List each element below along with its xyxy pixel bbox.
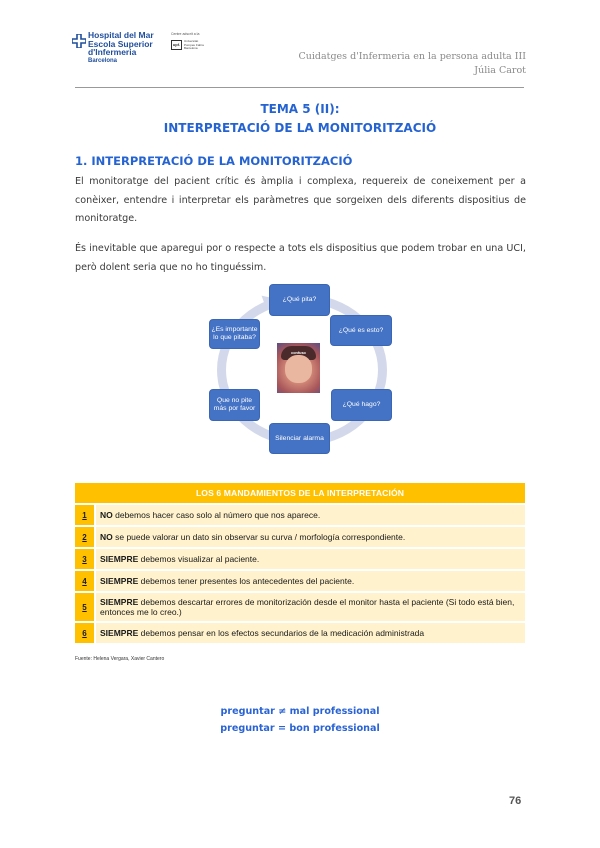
course-title: Cuidatges d'Infermeria en la persona adulta III xyxy=(298,51,526,62)
table-header: LOS 6 MANDAMIENTOS DE LA INTERPRETACIÓN xyxy=(75,483,525,503)
row-text xyxy=(96,623,525,643)
cycle-node-6: ¿Es importante lo que pitaba? xyxy=(209,319,260,349)
logo-line-3: d'Infermeria xyxy=(88,47,137,57)
cycle-node-1: ¿Qué pita? xyxy=(269,284,330,316)
row-keyword: NO xyxy=(100,510,113,520)
header-divider xyxy=(75,87,524,88)
upf-logo xyxy=(171,32,217,58)
row-text xyxy=(96,571,525,591)
row-text xyxy=(96,527,525,547)
image-caption: confuso xyxy=(291,351,306,355)
cycle-node-5: Que no pite más por favor xyxy=(209,389,260,421)
table-row xyxy=(75,571,525,591)
cycle-diagram xyxy=(195,280,410,460)
row-body: debemos visualizar al paciente. xyxy=(138,554,260,564)
row-body: debemos tener presentes los antecedentes del paciente. xyxy=(138,576,355,586)
logo-line-2: Escola Superior xyxy=(88,38,153,49)
table-row xyxy=(75,593,525,621)
logo-line-1: Hospital del Mar xyxy=(88,30,154,40)
row-text xyxy=(96,549,525,569)
row-number: 4 xyxy=(75,571,94,591)
equation-line-1: preguntar ≠ mal professional xyxy=(220,706,380,717)
row-number: 5 xyxy=(75,593,94,621)
page-title-line-2: INTERPRETACIÓ DE LA MONITORITZACIÓ xyxy=(163,121,437,135)
logo-sub: Barcelona xyxy=(88,57,118,64)
paragraph-1: El monitoratge del pacient crític és àmplia i complexa, requereix de coneixement per a conèixer, entendre i interpretar els paràmetres que sorgeixen dels diferents dispositius de monitoratge. xyxy=(75,176,526,224)
course-header xyxy=(298,50,526,78)
upf-top-text: Centre adscrit a la xyxy=(171,32,200,36)
row-keyword: NO xyxy=(100,532,113,542)
row-body: se puede valorar un dato sin observar su curva / morfología correspondiente. xyxy=(112,532,406,542)
paragraph-2: És inevitable que aparegui por o respecte a tots els dispositius que podem trobar en una UCI, però dolent seria que no ho tinguéssim. xyxy=(75,243,526,273)
commandments-table xyxy=(75,483,525,643)
upf-line-3: Barcelona xyxy=(184,46,198,50)
cycle-node-4: Silenciar alarma xyxy=(269,423,330,454)
row-keyword: SIEMPRE xyxy=(100,554,139,564)
section-heading: 1. INTERPRETACIÓ DE LA MONITORITZACIÓ xyxy=(75,154,353,168)
row-number: 6 xyxy=(75,623,94,643)
row-body: debemos pensar en los efectos secundarios de la medicación administrada xyxy=(138,628,425,638)
row-body: debemos descartar errores de monitorización desde el monitor hasta el paciente (Si todo está bien, entonces me lo creo.) xyxy=(100,597,515,617)
upf-line-1: Universitat xyxy=(184,39,199,43)
upf-line-2: Pompeu Fabra xyxy=(184,42,204,47)
table-row xyxy=(75,549,525,569)
row-number: 1 xyxy=(75,505,94,525)
table-row xyxy=(75,527,525,547)
page-number: 76 xyxy=(509,795,522,807)
cross-logo-icon xyxy=(72,34,86,48)
row-keyword: SIEMPRE xyxy=(100,597,139,607)
row-number: 2 xyxy=(75,527,94,547)
table-row xyxy=(75,505,525,525)
row-body: debemos hacer caso solo al número que nos aparece. xyxy=(112,510,321,520)
row-text xyxy=(96,593,525,621)
row-number: 3 xyxy=(75,549,94,569)
page-title-line-1: TEMA 5 (II): xyxy=(260,102,340,116)
equation-line-2: preguntar = bon professional xyxy=(220,723,380,734)
cycle-node-2: ¿Qué es esto? xyxy=(330,315,392,346)
cycle-node-3: ¿Qué hago? xyxy=(331,389,392,421)
author-name: Júlia Carot xyxy=(474,65,526,76)
table-source: Fuente: Helena Vergara, Xavier Cantero xyxy=(75,656,165,662)
row-text xyxy=(96,505,525,525)
hospital-del-mar-logo xyxy=(72,31,154,65)
row-keyword: SIEMPRE xyxy=(100,628,139,638)
row-keyword: SIEMPRE xyxy=(100,576,139,586)
table-row xyxy=(75,623,525,643)
confused-child-image xyxy=(277,343,320,393)
upf-box: upf. xyxy=(171,40,182,50)
